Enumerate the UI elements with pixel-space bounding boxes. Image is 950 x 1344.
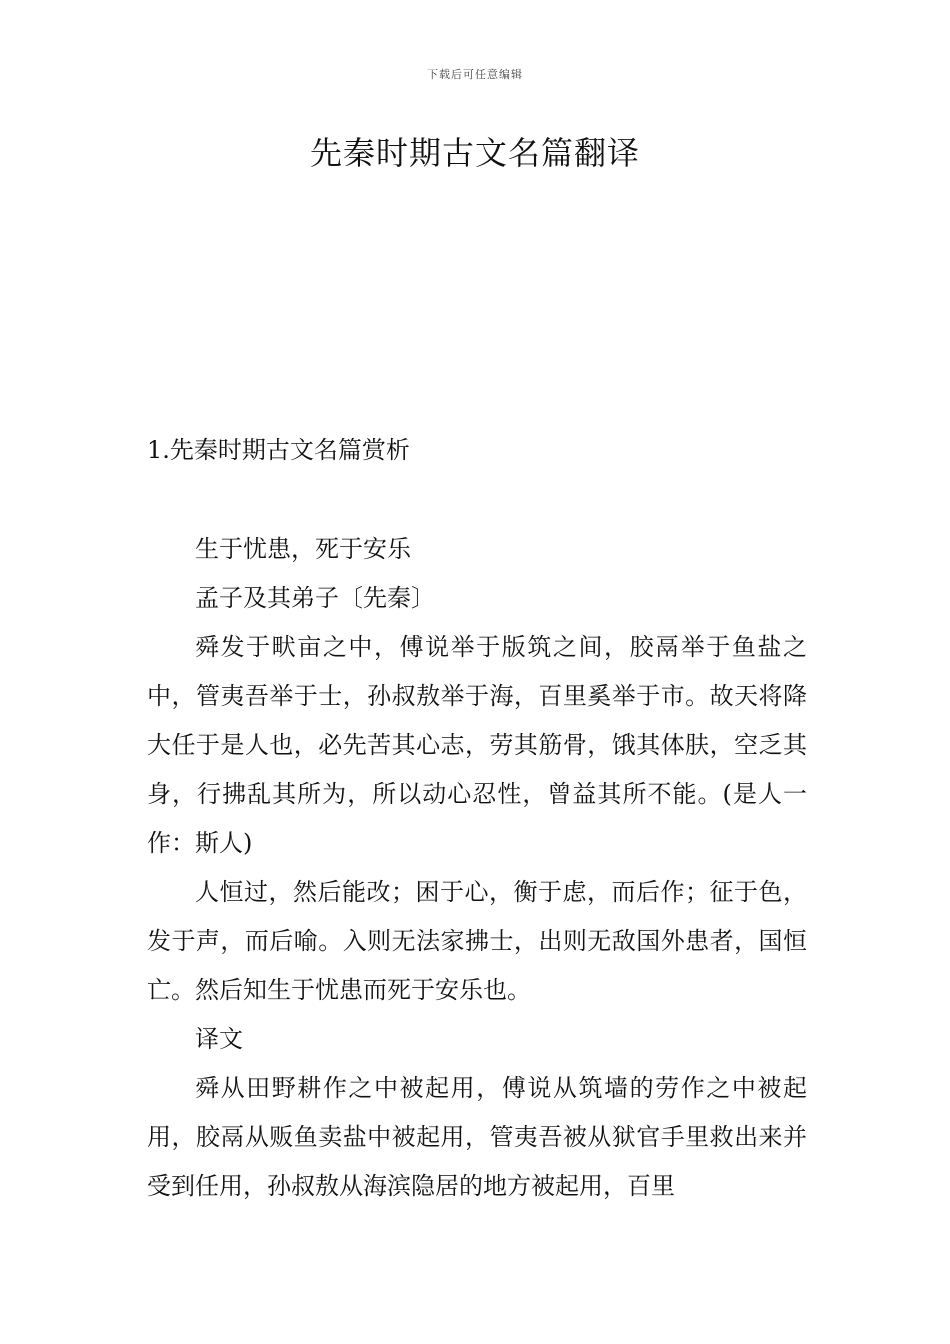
document-body [147, 525, 807, 1211]
section-heading: 1.先秦时期古文名篇赏析 [147, 436, 410, 464]
original-paragraph-2: 人恒过，然后能改；困于心，衡于虑，而后作；征于色，发于声，而后喻。入则无法家拂士，出则无敌国外患者，国恒亡。然后知生于忧患而死于安乐也。 [147, 878, 807, 1004]
poem-author: 孟子及其弟子〔先秦〕 [195, 584, 435, 612]
document-title: 先秦时期古文名篇翻译 [309, 134, 640, 172]
poem-title: 生于忧患，死于安乐 [195, 535, 411, 563]
original-paragraph-1: 舜发于畎亩之中，傅说举于版筑之间，胶鬲举于鱼盐之中，管夷吾举于士，孙叔敖举于海，百里奚举于市。故天将降大任于是人也，必先苦其心志，劳其筋骨，饿其体肤，空乏其身，行拂乱其所为，所以动心忍性，曾益其所不能。(是人一作：斯人) [147, 633, 807, 857]
translation-paragraph-1: 舜从田野耕作之中被起用，傅说从筑墙的劳作之中被起用，胶鬲从贩鱼卖盐中被起用，管夷吾被从狱官手里救出来并受到任用，孙叔敖从海滨隐居的地方被起用，百里 [147, 1074, 807, 1200]
header-note: 下载后可任意编辑 [427, 68, 523, 81]
translation-heading: 译文 [195, 1025, 243, 1053]
